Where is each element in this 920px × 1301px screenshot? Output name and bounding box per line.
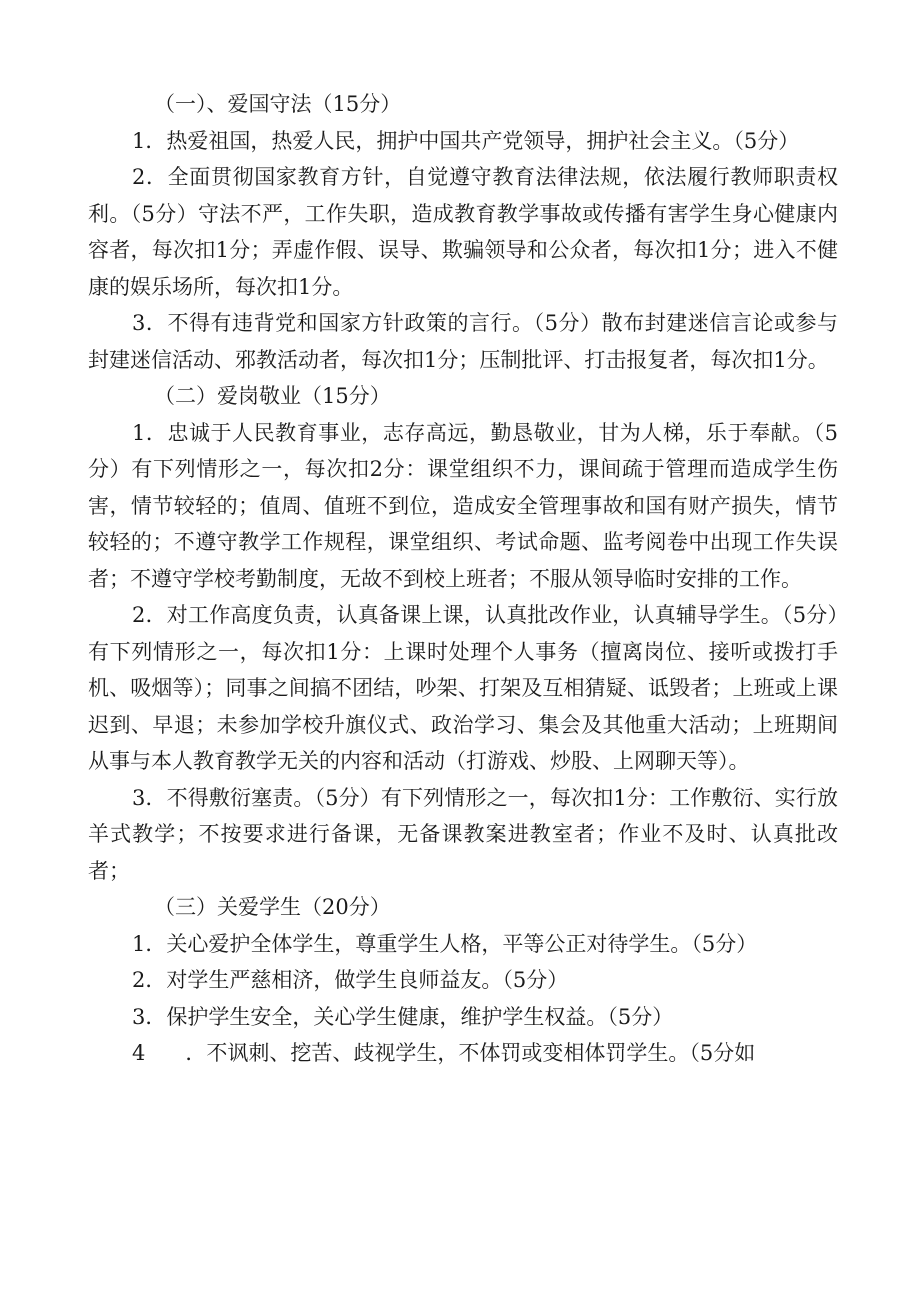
- section-heading: （三）关爱学生（20分）: [154, 895, 391, 919]
- document-body: [88, 86, 838, 1072]
- list-item: 3．不得敷衍塞责。（5分）有下列情形之一，每次扣1分：工作敷衍、实行放羊式教学；不按要求进行备课，无备课教案进教室者；作业不及时、认真批改者；: [88, 785, 838, 883]
- list-item: 1．忠诚于人民教育事业，志存高远，勤恳敬业，甘为人梯，乐于奉献。（5分）有下列情形之一，每次扣2分：课堂组织不力，课间疏于管理而造成学生伤害，情节较轻的；值周、值班不到位，造成安全管理事故和国有财产损失，情节较轻的；不遵守教学工作规程，课堂组织、考试命题、监考阅卷中出现工作失误者；不遵守学校考勤制度，无故不到校上班者；不服从领导临时安排的工作。: [88, 420, 838, 591]
- item-text: ．不讽刺、挖苦、歧视学生，不体罚或变相体罚学生。（5分如: [185, 1041, 756, 1065]
- list-item: 3．不得有违背党和国家方针政策的言行。（5分）散布封建迷信言论或参与封建迷信活动、邪教活动者，每次扣1分；压制批评、打击报复者，每次扣1分。: [88, 311, 838, 372]
- item-number: 4: [132, 1041, 146, 1065]
- list-item: 2．对工作高度负责，认真备课上课，认真批改作业，认真辅导学生。（5分）有下列情形之一，每次扣1分：上课时处理个人事务（擅离岗位、接听或拨打手机、吸烟等）；同事之间搞不团结，吵架、打架及互相猜疑、诋毁者；上班或上课迟到、早退；未参加学校升旗仪式、政治学习、集会及其他重大活动；上班期间从事与本人教育教学无关的内容和活动（打游戏、炒股、上网聊天等）。: [88, 603, 838, 773]
- list-item: 1．关心爱护全体学生，尊重学生人格，平等公正对待学生。（5分）: [132, 931, 758, 956]
- list-item: 2．对学生严慈相济，做学生良师益友。（5分）: [132, 968, 569, 992]
- list-item: 3．保护学生安全，关心学生健康，维护学生权益。（5分）: [132, 1004, 674, 1029]
- section-heading: （二）爱岗敬业（15分）: [154, 384, 391, 408]
- list-item: [88, 1035, 838, 1072]
- section-heading: （一）、爱国守法（15分）: [154, 92, 402, 116]
- list-item: 1．热爱祖国，热爱人民，拥护中国共产党领导，拥护社会主义。（5分）: [132, 128, 800, 153]
- list-item: 2．全面贯彻国家教育方针，自觉遵守教育法律法规，依法履行教师职责权利。（5分）守法不严，工作失职，造成教育教学事故或传播有害学生身心健康内容者，每次扣1分；弄虚作假、误导、欺骗领导和公众者，每次扣1分；进入不健康的娱乐场所，每次扣1分。: [88, 165, 838, 299]
